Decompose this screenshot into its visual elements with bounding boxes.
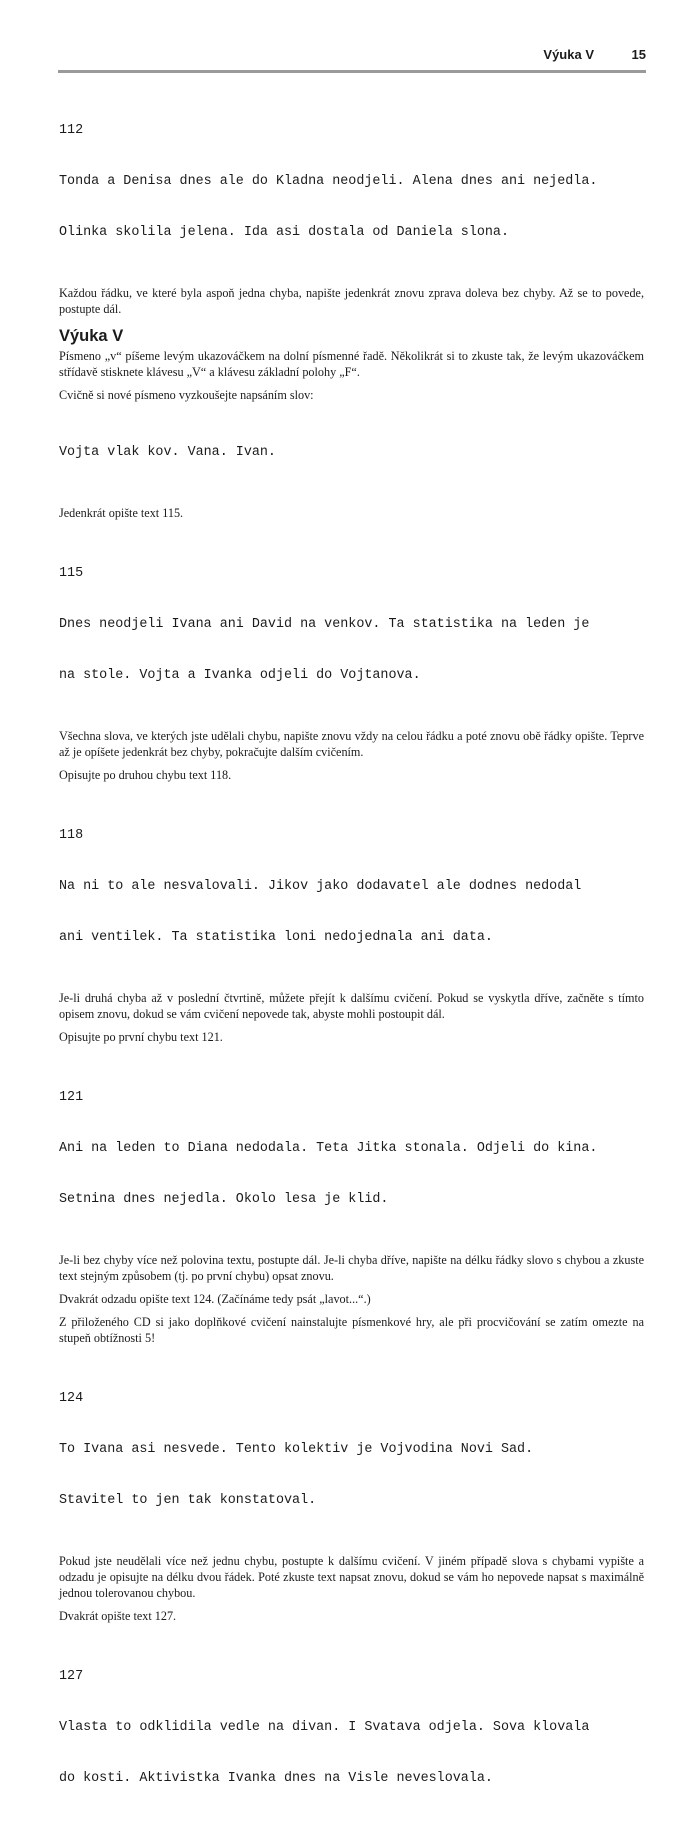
exercise-number: 112: [59, 123, 84, 138]
instruction-paragraph: Je-li druhá chyba až v poslední čtvrtině, můžete přejít k dalšímu cvičení. Pokud se vyskytla dříve, začněte s tímto opisem znovu, dokud se vám cvičení nepovede tak, abyste mohli postoupit dál.: [59, 991, 644, 1021]
exercise-line: Olinka skolila jelena. Ida asi dostala od Daniela slona.: [59, 225, 509, 240]
exercise-124: [59, 1356, 644, 1543]
running-header-title: Výuka V: [543, 47, 594, 62]
exercise-121: [59, 1055, 644, 1242]
exercise-line: ani ventilek. Ta statistika loni nedojednala ani data.: [59, 930, 493, 945]
exercise-number: 121: [59, 1090, 84, 1105]
exercise-number: 124: [59, 1391, 84, 1406]
exercise-line: do kosti. Aktivistka Ivanka dnes na Visle neveslovala.: [59, 1771, 493, 1786]
exercise-line: Tonda a Denisa dnes ale do Kladna neodjeli. Alena dnes ani nejedla.: [59, 174, 598, 189]
exercise-line: To Ivana asi nesvede. Tento kolektiv je Vojvodina Novi Sad.: [59, 1442, 534, 1457]
page-content: [59, 88, 644, 1831]
page-header: [58, 44, 646, 73]
instruction-paragraph: Pokud jste neudělali více než jednu chybu, postupte k dalšímu cvičení. V jiném případě slova s chybami vypište a odzadu je opisujte na délku dvou řádek. Poté zkuste text napsat znovu, dokud se vám ho nepovede napsat s maximálně jednou tolerovanou chybou.: [59, 1554, 644, 1600]
exercise-118: [59, 793, 644, 980]
exercise-line: Vlasta to odklidila vedle na divan. I Svatava odjela. Sova klovala: [59, 1720, 590, 1735]
exercise-number: 127: [59, 1669, 84, 1684]
instruction-paragraph: Písmeno „v“ píšeme levým ukazováčkem na dolní písmenné řadě. Několikrát si to zkuste tak, že levým ukazováčkem střídavě stisknete klávesu „V“ a klávesu základní polohy „F“.: [59, 349, 644, 379]
instruction-paragraph: Opisujte po první chybu text 121.: [59, 1030, 223, 1044]
exercise-line: Stavitel to jen tak konstatoval.: [59, 1493, 317, 1508]
instruction-paragraph: Každou řádku, ve které byla aspoň jedna chyba, napište jedenkrát znovu zprava doleva bez chyby. Až se to povede, postupte dál.: [59, 286, 644, 316]
instruction-paragraph: Dvakrát opište text 127.: [59, 1609, 177, 1623]
page-number: 15: [631, 47, 646, 62]
exercise-number: 118: [59, 828, 84, 843]
instruction-paragraph: Je-li bez chyby více než polovina textu, postupte dál. Je-li chyba dříve, napište na délku řádky slovo s chybou a zkuste text stejným způsobem (tj. po první chybu) opsat znovu.: [59, 1253, 644, 1283]
instruction-paragraph: Cvičně si nové písmeno vyzkoušejte napsáním slov:: [59, 388, 314, 402]
instruction-paragraph: Z přiloženého CD si jako doplňkové cvičení nainstalujte písmenkové hry, ale při procvičování se zatím omezte na stupeň obtížnosti 5!: [59, 1315, 644, 1345]
exercise-line: na stole. Vojta a Ivanka odjeli do Vojtanova.: [59, 668, 421, 683]
exercise-line: Vojta vlak kov. Vana. Ivan.: [59, 445, 276, 460]
instruction-paragraph: Jedenkrát opište text 115.: [59, 506, 184, 520]
exercise-line: Setnina dnes nejedla. Okolo lesa je klid.: [59, 1192, 389, 1207]
instruction-paragraph: Opisujte po druhou chybu text 118.: [59, 768, 232, 782]
practice-words: [59, 410, 644, 495]
exercise-line: Ani na leden to Diana nedodala. Teta Jitka stonala. Odjeli do kina.: [59, 1141, 598, 1156]
instruction-paragraph: Dvakrát odzadu opište text 124. (Začínáme tedy psát „lavot...“.): [59, 1292, 371, 1306]
exercise-112: [59, 88, 644, 275]
exercise-127: [59, 1634, 644, 1821]
section-heading: Výuka V: [59, 327, 124, 345]
exercise-line: Dnes neodjeli Ivana ani David na venkov. Ta statistika na leden je: [59, 617, 590, 632]
exercise-number: 115: [59, 566, 84, 581]
exercise-115: [59, 531, 644, 718]
exercise-line: Na ni to ale nesvalovali. Jikov jako dodavatel ale dodnes nedodal: [59, 879, 582, 894]
instruction-paragraph: Všechna slova, ve kterých jste udělali chybu, napište znovu vždy na celou řádku a poté znovu obě řádky opište. Teprve až je opíšete jedenkrát bez chyby, pokračujte dalším cvičením.: [59, 729, 644, 759]
